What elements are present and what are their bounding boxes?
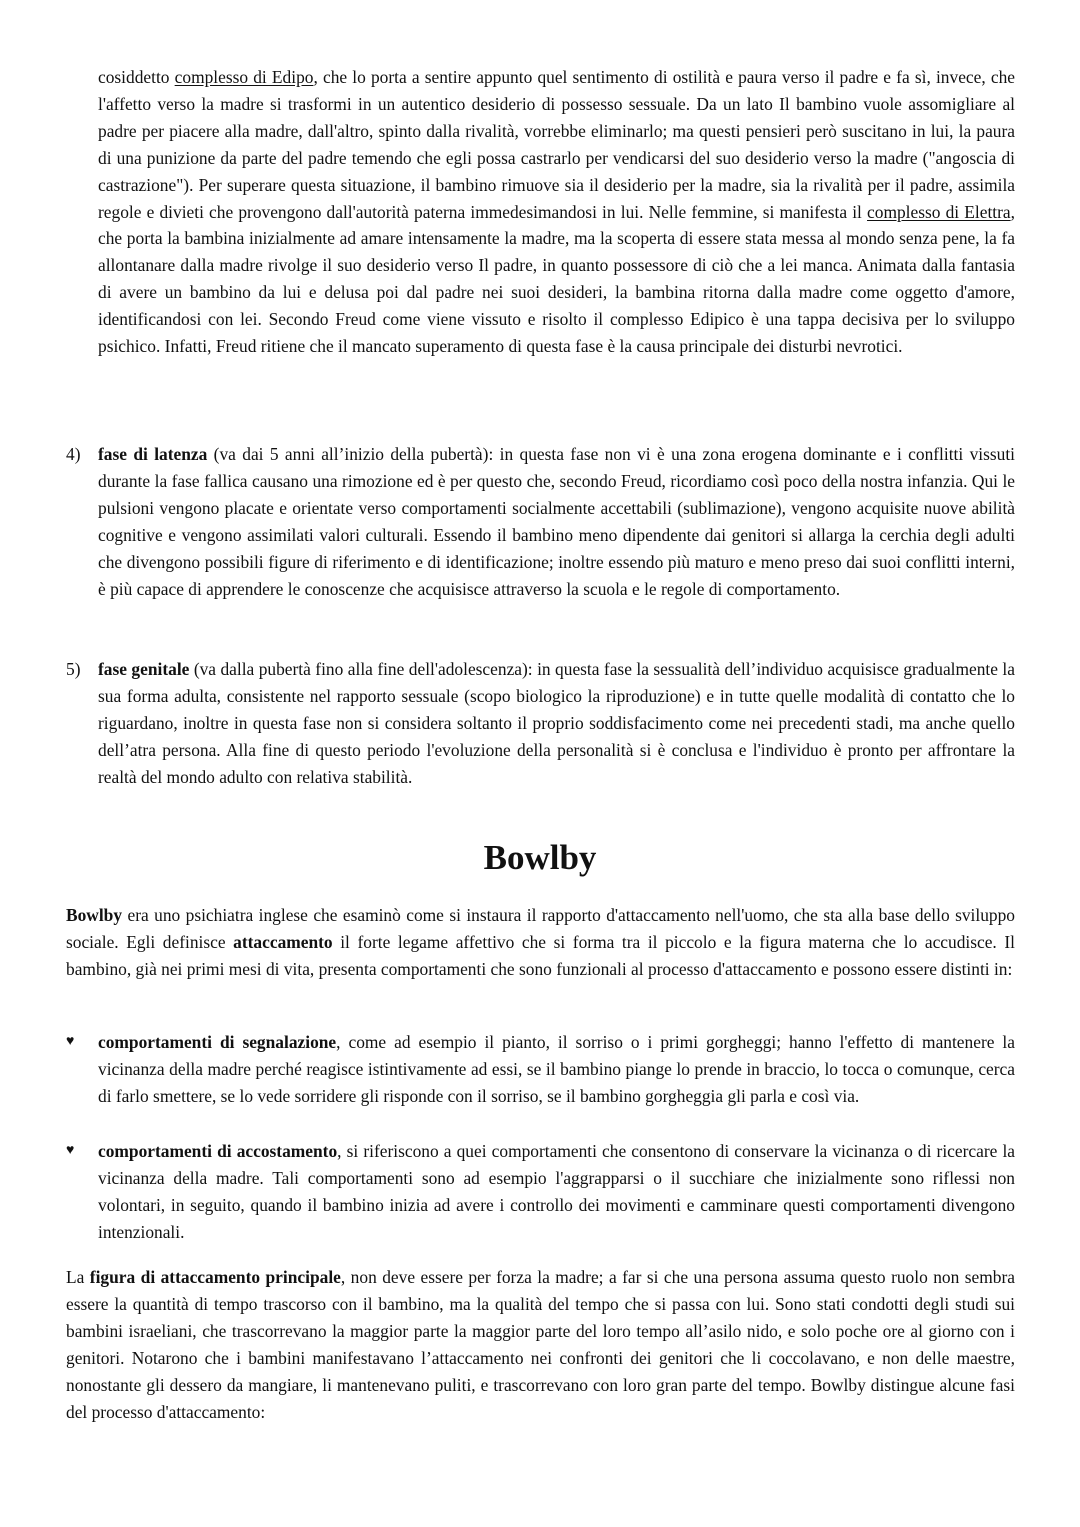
bullet-accostamento bbox=[98, 1138, 1015, 1246]
heart-bullet-icon: ♥ bbox=[66, 1034, 75, 1049]
text-run: , si riferiscono a quei comportamenti che consentono di conservare la vicinanza o di ricercare la vicinanza della madre. Tali comportamenti sono ad esempio l'aggrapparsi o il succhiare che inizialmente sono riflessi non volontari, in seguito, quando il bambino inizia ad avere i controllo dei movimenti e camminare questi comportamenti divengono intenzionali. bbox=[98, 1141, 1015, 1242]
bullet-segnalazione bbox=[98, 1029, 1015, 1110]
text-run: , che porta la bambina inizialmente ad amare intensamente la madre, ma la scoperta di essere stata messa al mondo senza pene, la fa allontanare dalla madre rivolge il suo desiderio verso Il padre, in quanto possessore di ciò che a lei manca. Animata dalla fantasia di avere un bambino da lui e delusa poi dal padre nei suoi desideri, la bambina ritorna dalla madre come oggetto d'amore, identificandosi con lei. Secondo Freud come viene vissuto e risolto il complesso Edipico è una tappa decisiva per lo sviluppo psichico. Infatti, Freud ritiene che il mancato superamento di questa fase è la causa principale dei disturbi nevrotici. bbox=[98, 201, 1015, 357]
list-number: 5) bbox=[66, 659, 81, 679]
phase-genitale-paragraph bbox=[98, 656, 1015, 791]
section-heading-bowlby: Bowlby bbox=[483, 838, 597, 877]
text-run: , che lo porta a sentire appunto quel sentimento di ostilità e paura verso il padre e fa sì, invece, che l'affetto verso la madre si trasformi in un autentico desiderio di possesso sessuale. Da un lato Il bambino vuole assomigliare al padre per piacere alla madre, dall'altro, spinto dalla rivalità, vorrebbe eliminarlo; ma questi pensieri però suscitano in lui, la paura di una punizione da parte del padre temendo che egli possa castrarlo per vendicarsi del suo desiderio verso la madre ("angoscia di castrazione"). Per superare questa situazione, il bambino rimuove sia il desiderio per la madre, sia la rivalità per il padre, assimila regole e divieti che provengono dall'autorità paterna immedesimandosi in lui. Nelle femmine, si manifesta il bbox=[98, 67, 1015, 222]
oedipus-continuation-paragraph bbox=[98, 64, 1015, 360]
text-run: cosiddetto bbox=[98, 67, 175, 87]
term-complesso-di-elettra: complesso di Elettra bbox=[867, 201, 1011, 222]
bowlby-intro-paragraph bbox=[66, 902, 1015, 983]
figura-attaccamento-paragraph bbox=[66, 1264, 1015, 1425]
term-fase-di-latenza: fase di latenza bbox=[98, 444, 208, 464]
text-run: La bbox=[66, 1267, 90, 1287]
term-comportamenti-di-accostamento: comportamenti di accostamento bbox=[98, 1141, 338, 1161]
heart-bullet-icon: ♥ bbox=[66, 1143, 75, 1158]
text-run: (va dalla pubertà fino alla fine dell'adolescenza): in questa fase la sessualità dell’individuo acquisisce gradualmente la sua forma adulta, consistente nel rapporto sessuale (scopo biologico la riproduzione) e in tutte quelle modalità di contatto che lo riguardano, inoltre in questa fase non si considera soltanto il proprio soddisfacimento come nei precedenti stadi, ma anche quello dell’atra persona. Alla fine di questo periodo l'evoluzione della personalità si è conclusa e l'individuo è pronto per affrontare la realtà del mondo adulto con relativa stabilità. bbox=[98, 659, 1015, 787]
list-number: 4) bbox=[66, 444, 81, 464]
text-run: , come ad esempio il pianto, il sorriso o i primi gorgheggi; hanno l'effetto di mantenere la vicinanza della madre perché reagisce istintivamente ad essi, se il bambino piange lo prende in braccio, lo tocca o comunque, cerca di farlo smettere, se lo vede sorridere gli risponde con il sorriso, se il bambino gorgheggia gli parla e così via. bbox=[98, 1032, 1015, 1106]
text-run: il forte legame affettivo che si forma tra il piccolo e la figura materna che lo accudisce. Il bambino, già nei primi mesi di vita, presenta comportamenti che sono funzionali al processo d'attaccamento e possono essere distinti in: bbox=[66, 931, 1015, 979]
term-comportamenti-di-segnalazione: comportamenti di segnalazione bbox=[98, 1032, 337, 1052]
text-run: era uno psichiatra inglese che esaminò come si instaura il rapporto d'attaccamento nell'uomo, che sta alla base dello sviluppo sociale. Egli definisce bbox=[66, 905, 1015, 952]
text-run: , non deve essere per forza la madre; a far si che una persona assuma questo ruolo non sembra essere la quantità di tempo trascorso con il bambino, ma la qualità del tempo che si passa con lui. Sono stati condotti degli studi sui bambini israeliani, che trascorrevano la maggior parte la maggior parte del loro tempo all’asilo nido, e solo poche ore al giorno con i genitori. Notarono che i bambini manifestavano l’attaccamento nei confronti dei genitori che li coccolavano, e non delle maestre, nonostante gli dessero da mangiare, li mantenevano puliti, e trascorrevano con loro gran parte del tempo. Bowlby distingue alcune fasi del processo d'attaccamento: bbox=[66, 1267, 1015, 1422]
term-attaccamento: attaccamento bbox=[233, 931, 333, 952]
term-figura-di-attaccamento-principale: figura di attaccamento principale bbox=[89, 1267, 341, 1287]
phase-latenza-paragraph bbox=[98, 441, 1015, 602]
term-bowlby: Bowlby bbox=[66, 905, 123, 925]
text-run: (va dai 5 anni all’inizio della pubertà): in questa fase non vi è una zona erogena dominante e i conflitti vissuti durante la fase fallica causano una rimozione ed è per questo che, secondo Freud, ricordiamo così poco della nostra infanzia. Qui le pulsioni vengono placate e orientate verso comportamenti socialmente accettabili (sublimazione), vengono acquisite nuove abilità cognitive e vengono assimilati valori culturali. Essendo il bambino meno dipendente dai genitori si allarga la cerchia degli adulti che divengono possibili figure di riferimento e di identificazione; inoltre essendo più maturo e meno preso dai suoi conflitti interni, è più capace di apprendere le conoscenze che acquisisce attraverso la scuola e le regole di comportamento. bbox=[98, 444, 1015, 599]
term-fase-genitale: fase genitale bbox=[98, 659, 190, 679]
term-complesso-di-edipo: complesso di Edipo bbox=[174, 67, 314, 87]
